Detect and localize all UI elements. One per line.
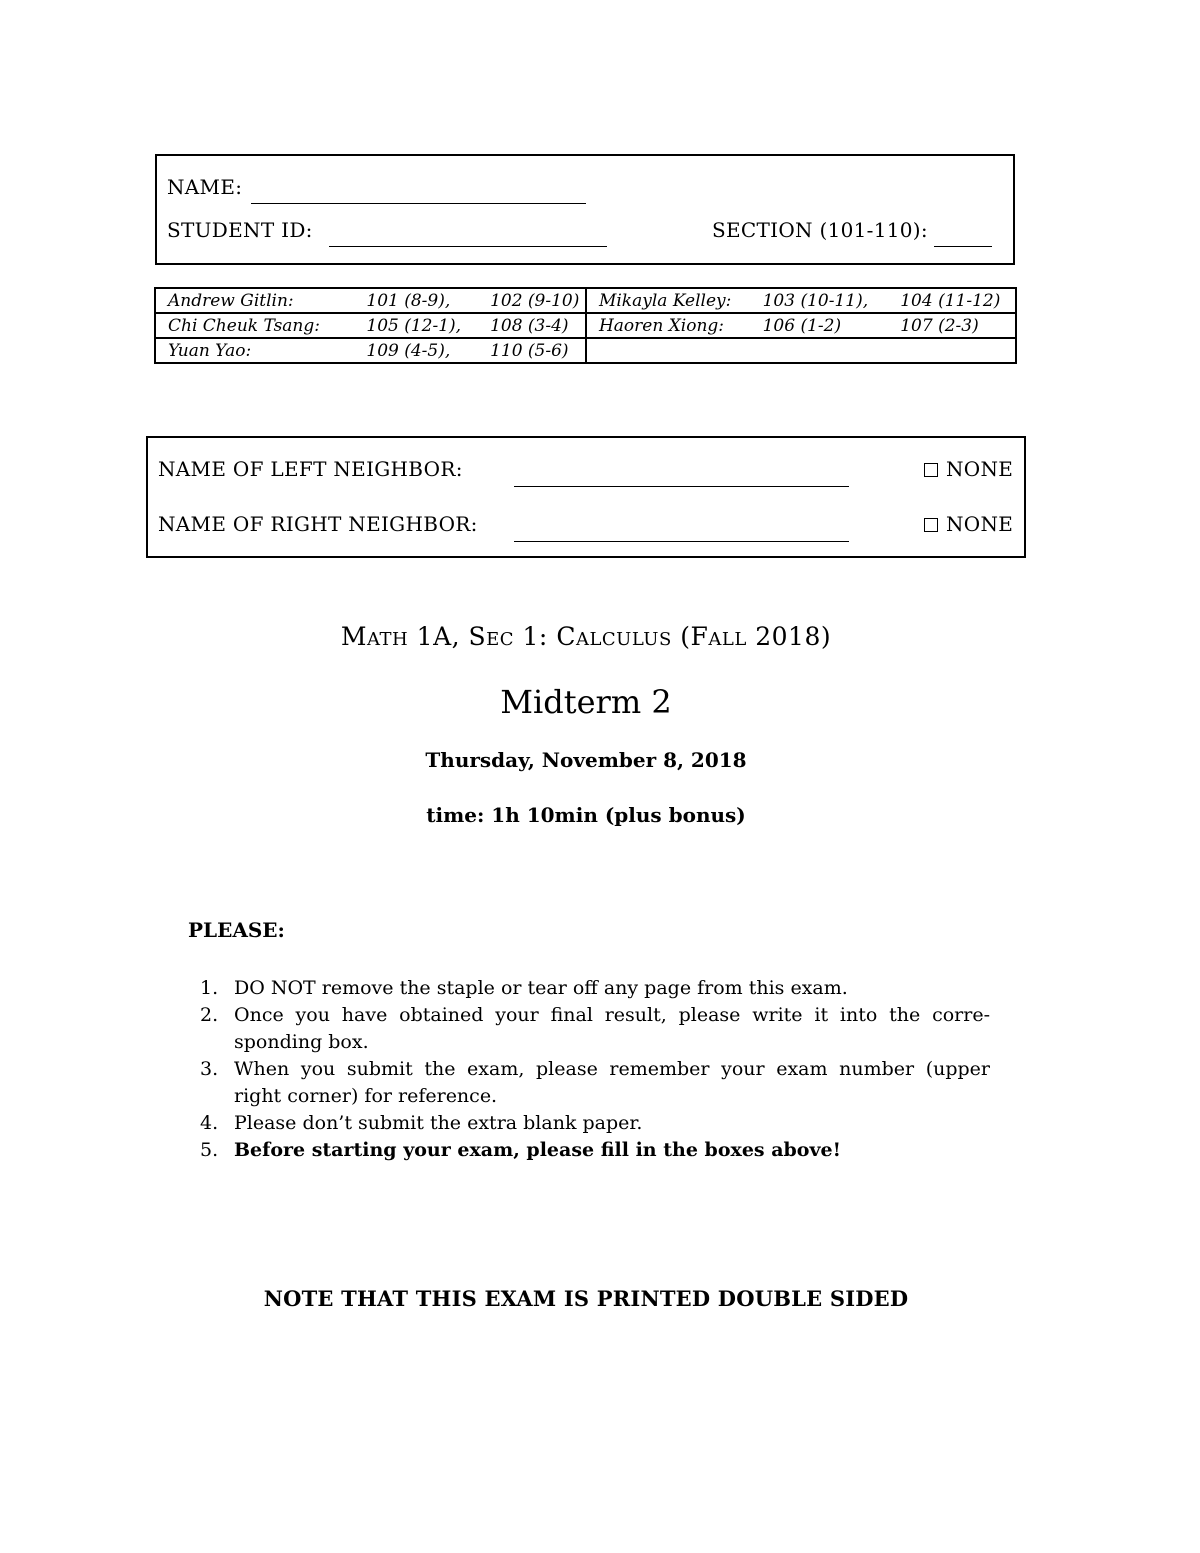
list-item xyxy=(200,1002,990,1056)
left-none-option[interactable] xyxy=(924,457,1013,481)
course-part: 1: xyxy=(514,622,557,651)
item-number: 5. xyxy=(200,1139,219,1161)
name-field[interactable] xyxy=(251,203,586,204)
left-neighbor-field[interactable] xyxy=(514,486,849,487)
section-slot: 103 (10-11), xyxy=(751,288,889,313)
list-item xyxy=(200,1137,990,1164)
item-text: Before starting your exam, please fill in the boxes above! xyxy=(234,1139,841,1161)
section-slot: 110 (5-6) xyxy=(478,338,586,363)
instructions-list xyxy=(200,975,990,1164)
section-slot xyxy=(888,338,1016,363)
ta-name: Mikayla Kelley: xyxy=(586,288,751,313)
left-neighbor-label: NAME OF LEFT NEIGHBOR: xyxy=(158,457,463,481)
course-part: 2018) xyxy=(746,622,832,651)
exam-time: time: 1h 10min (plus bonus) xyxy=(426,803,746,827)
section-slot: 106 (1-2) xyxy=(751,313,889,338)
section-slot: 104 (11-12) xyxy=(888,288,1016,313)
table-row xyxy=(155,288,1016,313)
section-slot: 102 (9-10) xyxy=(478,288,586,313)
name-label: NAME: xyxy=(167,175,243,199)
section-field[interactable] xyxy=(934,246,992,247)
section-slot: 109 (4-5), xyxy=(354,338,478,363)
course-word: Math xyxy=(340,622,409,651)
exam-title: Midterm 2 xyxy=(500,683,672,721)
item-text: Once you have obtained your final result, please write it into the corre- xyxy=(234,1004,990,1026)
item-number: 1. xyxy=(200,977,219,999)
section-slot: 101 (8-9), xyxy=(354,288,478,313)
item-text: When you submit the exam, please remember your exam number (upper xyxy=(234,1058,990,1080)
item-text: right corner) for reference. xyxy=(234,1085,498,1107)
course-word: Sec xyxy=(468,622,515,651)
section-label: SECTION (101-110): xyxy=(712,218,928,242)
section-slot: 108 (3-4) xyxy=(478,313,586,338)
ta-name: Chi Cheuk Tsang: xyxy=(155,313,354,338)
item-number: 2. xyxy=(200,1004,219,1026)
please-heading: PLEASE: xyxy=(188,918,285,942)
item-text: DO NOT remove the staple or tear off any page from this exam. xyxy=(234,977,848,999)
section-slot xyxy=(751,338,889,363)
item-text: sponding box. xyxy=(234,1031,369,1053)
checkbox-icon[interactable] xyxy=(924,463,938,477)
section-slot: 107 (2-3) xyxy=(888,313,1016,338)
item-number: 4. xyxy=(200,1112,219,1134)
sections-table xyxy=(154,287,1017,364)
exam-date: Thursday, November 8, 2018 xyxy=(425,748,747,772)
table-row xyxy=(155,338,1016,363)
ta-name: Yuan Yao: xyxy=(155,338,354,363)
checkbox-icon[interactable] xyxy=(924,518,938,532)
none-label: NONE xyxy=(946,512,1014,536)
ta-name: Haoren Xiong: xyxy=(586,313,751,338)
student-id-field[interactable] xyxy=(329,246,607,247)
right-neighbor-field[interactable] xyxy=(514,541,849,542)
section-slot: 105 (12-1), xyxy=(354,313,478,338)
none-label: NONE xyxy=(946,457,1014,481)
course-title xyxy=(0,622,1172,651)
list-item xyxy=(200,975,990,1002)
table-row xyxy=(155,313,1016,338)
double-sided-note: NOTE THAT THIS EXAM IS PRINTED DOUBLE SIDED xyxy=(263,1286,909,1311)
list-item xyxy=(200,1110,990,1137)
ta-name: Andrew Gitlin: xyxy=(155,288,354,313)
course-word: Calculus xyxy=(556,622,672,651)
student-info-box xyxy=(155,154,1015,265)
course-word: Fall xyxy=(690,622,747,651)
student-id-label: STUDENT ID: xyxy=(167,218,313,242)
neighbors-box xyxy=(146,436,1026,558)
course-part: ( xyxy=(671,622,691,651)
right-none-option[interactable] xyxy=(924,512,1013,536)
right-neighbor-label: NAME OF RIGHT NEIGHBOR: xyxy=(158,512,478,536)
list-item xyxy=(200,1056,990,1110)
course-part: 1A, xyxy=(408,622,469,651)
item-text: Please don’t submit the extra blank paper. xyxy=(234,1112,643,1134)
item-number: 3. xyxy=(200,1058,219,1080)
ta-name xyxy=(586,338,751,363)
